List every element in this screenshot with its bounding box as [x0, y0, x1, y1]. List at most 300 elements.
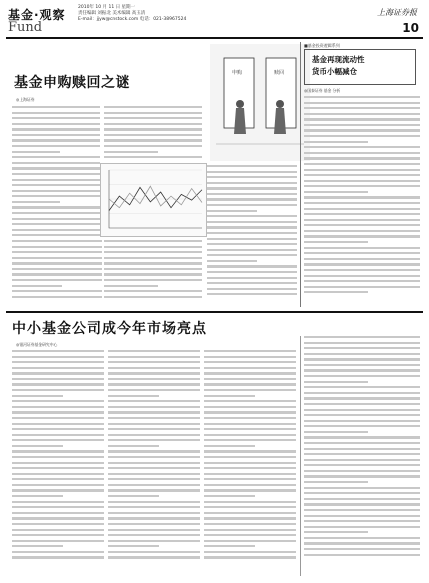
- text-line: [108, 350, 200, 352]
- text-line: [12, 400, 104, 402]
- story1-column-1: [12, 106, 100, 240]
- text-line: [204, 350, 296, 352]
- text-line: [204, 428, 296, 430]
- text-line: [304, 386, 420, 388]
- side-column-text: [304, 96, 420, 297]
- body-text-block: [304, 336, 420, 556]
- text-line: [304, 369, 420, 371]
- text-line: [12, 389, 104, 391]
- body-text-block: [204, 350, 296, 559]
- text-line: [207, 182, 297, 184]
- text-line: [12, 495, 63, 497]
- story1-byline: ◎上海证券: [16, 97, 35, 102]
- text-line: [12, 156, 100, 158]
- text-line: [304, 135, 420, 137]
- text-line: [104, 246, 202, 248]
- text-line: [304, 375, 420, 377]
- text-line: [108, 484, 200, 486]
- text-line: [104, 262, 202, 264]
- text-line: [108, 478, 200, 480]
- line-chart: [101, 164, 206, 236]
- text-line: [304, 263, 420, 265]
- text-line: [108, 506, 200, 508]
- text-line: [12, 190, 100, 192]
- text-line: [304, 213, 420, 215]
- text-line: [304, 548, 420, 550]
- text-line: [304, 174, 420, 176]
- column-divider: [300, 42, 301, 307]
- text-line: [304, 414, 420, 416]
- text-line: [204, 540, 296, 542]
- side-headline-line2: 货币小幅减仓: [312, 67, 357, 76]
- text-line: [12, 378, 104, 380]
- text-line: [104, 296, 202, 298]
- figure-right-body: [274, 108, 286, 134]
- text-line: [108, 428, 200, 430]
- text-line: [304, 459, 420, 461]
- story2-headline: 中小基金公司成今年市场亮点: [12, 321, 207, 337]
- text-line: [204, 529, 296, 531]
- text-line: [108, 467, 200, 469]
- text-line: [12, 383, 104, 385]
- text-line: [304, 515, 420, 517]
- text-line: [207, 282, 297, 284]
- text-line: [104, 251, 202, 253]
- story1-chart: [100, 163, 207, 237]
- text-line: [304, 431, 368, 433]
- text-line: [108, 489, 200, 491]
- text-line: [108, 517, 200, 519]
- text-line: [304, 526, 420, 528]
- text-line: [104, 117, 202, 119]
- text-line: [12, 484, 104, 486]
- text-line: [304, 442, 420, 444]
- body-text-block: [104, 240, 202, 298]
- text-line: [12, 212, 100, 214]
- text-line: [12, 372, 104, 374]
- text-line: [12, 240, 102, 242]
- text-line: [12, 262, 102, 264]
- text-line: [12, 285, 62, 287]
- text-line: [304, 381, 368, 383]
- text-line: [304, 286, 420, 288]
- text-line: [207, 249, 297, 251]
- text-line: [108, 434, 200, 436]
- text-line: [304, 180, 420, 182]
- text-line: [12, 462, 104, 464]
- text-line: [12, 395, 63, 397]
- story1-column-3: [207, 165, 297, 299]
- text-line: [204, 406, 296, 408]
- text-line: [12, 151, 60, 153]
- section-rule: [6, 311, 423, 313]
- text-line: [104, 134, 202, 136]
- text-line: [12, 534, 104, 536]
- text-line: [304, 230, 420, 232]
- text-line: [104, 240, 202, 242]
- text-line: [12, 139, 100, 141]
- text-line: [12, 162, 100, 164]
- text-line: [304, 102, 420, 104]
- paper-logo: 上海证券报: [377, 8, 417, 17]
- text-line: [304, 531, 368, 533]
- text-line: [204, 523, 296, 525]
- text-line: [108, 378, 200, 380]
- text-line: [304, 498, 420, 500]
- text-line: [104, 106, 202, 108]
- text-line: [204, 467, 296, 469]
- issue-editors: 责任编辑 刘振北 美术编辑 高玉清: [78, 11, 146, 16]
- text-line: [12, 529, 104, 531]
- text-line: [12, 406, 104, 408]
- text-line: [304, 191, 368, 193]
- text-line: [304, 448, 420, 450]
- text-line: [12, 434, 104, 436]
- text-line: [108, 556, 200, 558]
- text-line: [12, 273, 102, 275]
- figure-left-head: [236, 100, 244, 108]
- figure-left-body: [234, 108, 246, 134]
- text-line: [204, 473, 296, 475]
- text-line: [304, 96, 420, 98]
- text-line: [207, 238, 297, 240]
- text-line: [204, 484, 296, 486]
- text-line: [12, 367, 104, 369]
- text-line: [12, 117, 100, 119]
- text-line: [12, 356, 104, 358]
- text-line: [207, 254, 297, 256]
- text-line: [12, 428, 104, 430]
- text-line: [108, 417, 200, 419]
- story2-column-3: [204, 350, 296, 562]
- text-line: [207, 176, 297, 178]
- text-line: [304, 509, 420, 511]
- text-line: [304, 353, 420, 355]
- text-line: [104, 151, 158, 153]
- text-line: [204, 534, 296, 536]
- body-text-block: [304, 96, 420, 293]
- text-line: [12, 473, 104, 475]
- text-line: [304, 157, 420, 159]
- text-line: [12, 551, 104, 553]
- text-line: [12, 134, 100, 136]
- text-line: [12, 478, 104, 480]
- text-line: [207, 226, 297, 228]
- text-line: [12, 445, 63, 447]
- text-line: [12, 179, 100, 181]
- text-line: [108, 551, 200, 553]
- text-line: [12, 411, 104, 413]
- text-line: [12, 123, 100, 125]
- text-line: [304, 481, 368, 483]
- section-name-en: Fund: [8, 20, 43, 35]
- text-line: [304, 397, 420, 399]
- text-line: [304, 537, 420, 539]
- text-line: [12, 201, 60, 203]
- text-line: [304, 347, 420, 349]
- text-line: [12, 417, 104, 419]
- text-line: [104, 273, 202, 275]
- text-line: [12, 128, 100, 130]
- text-line: [304, 124, 420, 126]
- text-line: [304, 487, 420, 489]
- body-text-block: [104, 106, 202, 158]
- text-line: [207, 277, 297, 279]
- text-line: [304, 503, 420, 505]
- text-line: [304, 163, 420, 165]
- text-line: [207, 243, 297, 245]
- text-line: [12, 257, 102, 259]
- text-line: [304, 470, 420, 472]
- text-line: [108, 406, 200, 408]
- text-line: [204, 445, 255, 447]
- text-line: [104, 139, 202, 141]
- text-line: [12, 218, 100, 220]
- text-line: [204, 395, 255, 397]
- text-line: [108, 400, 200, 402]
- door-left-label: 申购: [232, 70, 243, 76]
- text-line: [12, 501, 104, 503]
- issue-contact: E-mail：jjyw@cnstock.com 电话：021-38967524: [78, 17, 187, 22]
- text-line: [204, 417, 296, 419]
- text-line: [12, 167, 100, 169]
- text-line: [304, 464, 420, 466]
- masthead: [0, 0, 429, 36]
- text-line: [108, 439, 200, 441]
- text-line: [12, 268, 102, 270]
- text-line: [104, 145, 202, 147]
- text-line: [12, 234, 100, 236]
- text-line: [304, 152, 420, 154]
- text-line: [304, 129, 420, 131]
- text-line: [12, 489, 104, 491]
- text-line: [204, 545, 255, 547]
- text-line: [12, 206, 100, 208]
- story2-column-4: [304, 336, 420, 559]
- text-line: [12, 545, 63, 547]
- text-line: [12, 246, 102, 248]
- text-line: [304, 252, 420, 254]
- body-text-block: [12, 240, 102, 298]
- text-line: [12, 290, 102, 292]
- text-line: [204, 495, 255, 497]
- text-line: [12, 195, 100, 197]
- text-line: [104, 290, 202, 292]
- story1-column-1b: [12, 240, 102, 301]
- text-line: [204, 378, 296, 380]
- text-line: [207, 293, 297, 295]
- text-line: [12, 184, 100, 186]
- text-line: [104, 112, 202, 114]
- story1-headline: 基金申购赎回之谜: [14, 75, 130, 91]
- text-line: [204, 400, 296, 402]
- text-line: [204, 434, 296, 436]
- text-line: [12, 229, 100, 231]
- text-line: [12, 450, 104, 452]
- text-line: [304, 336, 420, 338]
- text-line: [204, 506, 296, 508]
- text-line: [204, 361, 296, 363]
- text-line: [108, 423, 200, 425]
- text-line: [12, 517, 104, 519]
- text-line: [304, 492, 420, 494]
- text-line: [12, 279, 102, 281]
- text-line: [304, 219, 420, 221]
- text-line: [204, 462, 296, 464]
- text-line: [207, 210, 257, 212]
- text-line: [207, 171, 297, 173]
- text-line: [12, 467, 104, 469]
- text-line: [12, 350, 104, 352]
- text-line: [12, 145, 100, 147]
- text-line: [304, 196, 420, 198]
- text-line: [207, 215, 297, 217]
- body-text-block: [12, 350, 104, 559]
- text-line: [108, 383, 200, 385]
- text-line: [204, 372, 296, 374]
- text-line: [108, 495, 159, 497]
- text-line: [304, 403, 420, 405]
- text-line: [12, 361, 104, 363]
- text-line: [304, 247, 420, 249]
- text-line: [12, 106, 100, 108]
- text-line: [12, 456, 104, 458]
- text-line: [207, 193, 297, 195]
- text-line: [207, 288, 297, 290]
- text-line: [304, 409, 420, 411]
- text-line: [204, 489, 296, 491]
- text-line: [12, 439, 104, 441]
- story2-column-1: [12, 350, 104, 562]
- text-line: [207, 260, 257, 262]
- text-line: [304, 280, 420, 282]
- text-line: [304, 224, 420, 226]
- text-line: [204, 450, 296, 452]
- story1-illustration: [210, 44, 310, 161]
- text-line: [104, 257, 202, 259]
- text-line: [304, 141, 368, 143]
- text-line: [304, 520, 420, 522]
- text-line: [108, 529, 200, 531]
- text-line: [204, 478, 296, 480]
- text-line: [108, 361, 200, 363]
- text-line: [108, 367, 200, 369]
- text-line: [108, 540, 200, 542]
- text-line: [304, 358, 420, 360]
- text-line: [204, 551, 296, 553]
- door-right-label: 赎回: [274, 70, 285, 76]
- text-line: [12, 506, 104, 508]
- text-line: [108, 395, 159, 397]
- text-line: [207, 187, 297, 189]
- text-line: [304, 258, 420, 260]
- issue-date: 2010年 10 月 11 日 星期一: [78, 5, 136, 10]
- page-number: 10: [402, 21, 419, 35]
- text-line: [304, 146, 420, 148]
- text-line: [304, 235, 420, 237]
- text-line: [12, 556, 104, 558]
- text-line: [207, 204, 297, 206]
- text-line: [108, 372, 200, 374]
- text-line: [204, 367, 296, 369]
- text-line: [108, 473, 200, 475]
- text-line: [108, 534, 200, 536]
- text-line: [304, 425, 420, 427]
- text-line: [104, 279, 202, 281]
- text-line: [104, 156, 202, 158]
- text-line: [304, 542, 420, 544]
- text-line: [104, 128, 202, 130]
- text-line: [204, 383, 296, 385]
- masthead-rule: [6, 37, 423, 39]
- text-line: [207, 232, 297, 234]
- text-line: [108, 411, 200, 413]
- text-line: [304, 342, 420, 344]
- text-line: [304, 169, 420, 171]
- text-line: [108, 389, 200, 391]
- text-line: [104, 285, 158, 287]
- text-line: [108, 545, 159, 547]
- text-line: [204, 423, 296, 425]
- text-line: [12, 296, 102, 298]
- text-line: [108, 356, 200, 358]
- text-line: [304, 453, 420, 455]
- text-line: [207, 271, 297, 273]
- text-line: [304, 291, 368, 293]
- text-line: [304, 202, 420, 204]
- text-line: [104, 268, 202, 270]
- body-text-block: [108, 350, 200, 559]
- text-line: [108, 512, 200, 514]
- text-line: [304, 554, 420, 556]
- text-line: [304, 364, 420, 366]
- text-line: [304, 185, 420, 187]
- text-line: [304, 113, 420, 115]
- column-divider-2: [300, 336, 301, 576]
- text-line: [304, 392, 420, 394]
- section-name: 基金·观察: [8, 8, 66, 22]
- text-line: [207, 165, 297, 167]
- text-line: [204, 517, 296, 519]
- text-line: [108, 456, 200, 458]
- text-line: [204, 512, 296, 514]
- text-line: [12, 223, 100, 225]
- side-headline-line1: 基金再现流动性: [312, 55, 365, 64]
- text-line: [108, 523, 200, 525]
- text-line: [204, 456, 296, 458]
- text-line: [304, 208, 420, 210]
- text-line: [12, 251, 102, 253]
- side-byline: ◎国泰证券 基金 分析: [304, 88, 341, 93]
- text-line: [12, 173, 100, 175]
- text-line: [108, 501, 200, 503]
- text-line: [204, 556, 296, 558]
- text-line: [207, 265, 297, 267]
- body-text-block: [12, 106, 100, 236]
- text-line: [304, 475, 420, 477]
- text-line: [304, 275, 420, 277]
- text-line: [204, 501, 296, 503]
- text-line: [108, 462, 200, 464]
- text-line: [304, 436, 420, 438]
- text-line: [304, 118, 420, 120]
- text-line: [207, 198, 297, 200]
- text-line: [12, 112, 100, 114]
- text-line: [304, 107, 420, 109]
- text-line: [204, 356, 296, 358]
- side-kicker: ■基金投资逻辑系列: [304, 43, 340, 48]
- text-line: [108, 445, 159, 447]
